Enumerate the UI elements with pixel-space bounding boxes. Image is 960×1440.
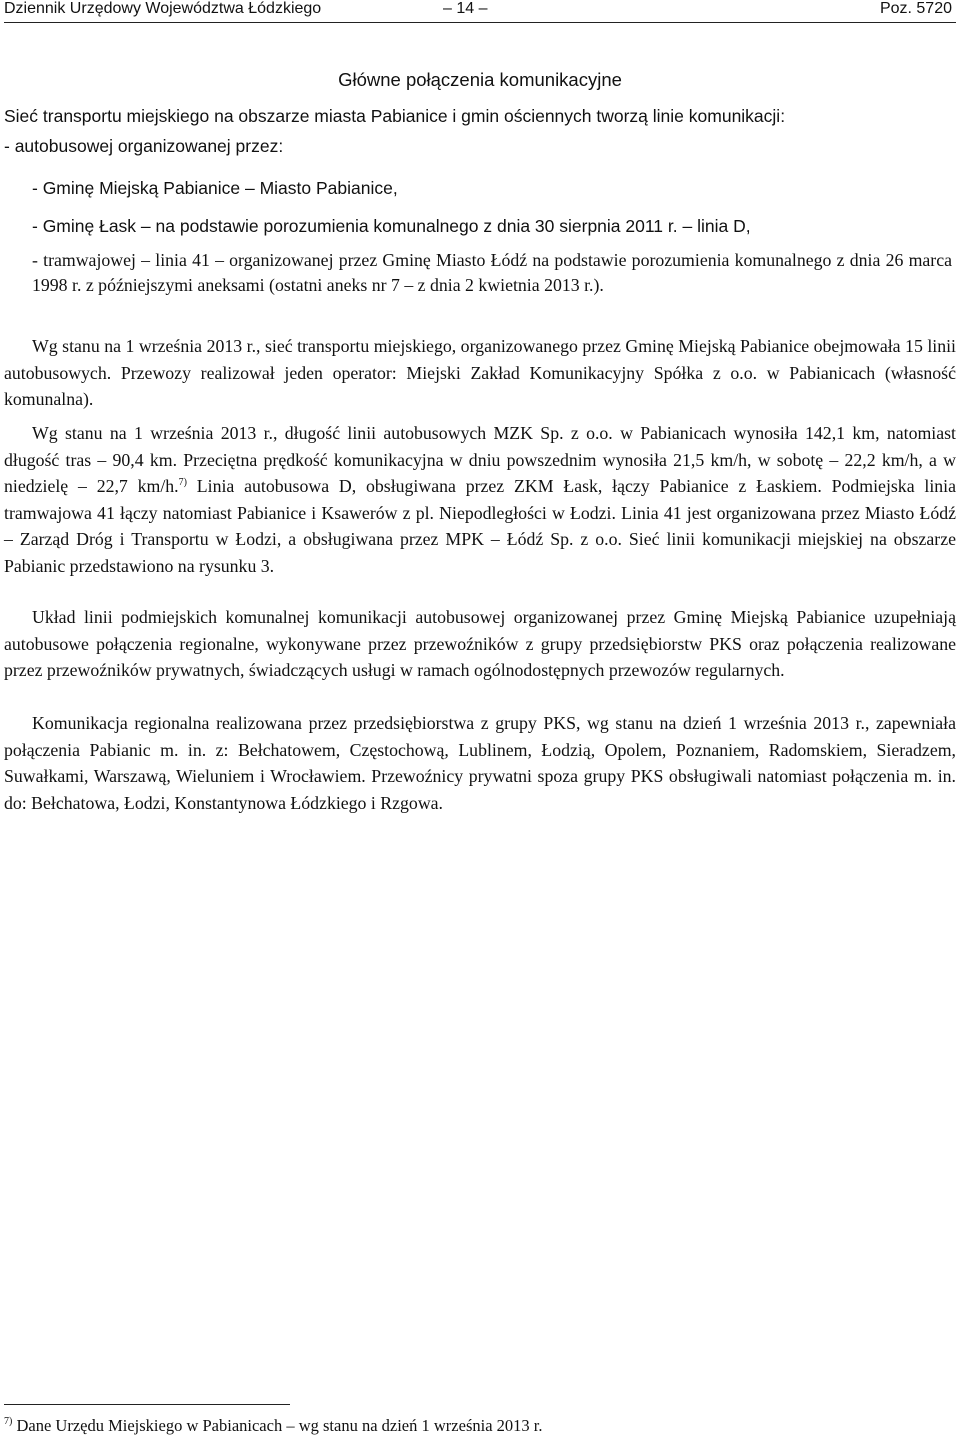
page-header	[4, 0, 956, 23]
paragraph-suburban: Układ linii podmiejskich komunalnej komunikacji autobusowej organizowanej przez Gminę Miejską Pabianice uzupełniają autobusowe połączenia regionalne, wykonywane przez przewoźników z grupy przedsiębiorstw PKS oraz połączenia realizowane przez przewoźników prywatnych, świadczących usługi w ramach ogólnodostępnych przewozów regularnych.	[4, 607, 956, 681]
paragraph-lines	[4, 420, 956, 580]
paragraph-lines-text-1: Wg stanu na 1 września 2013 r., długość linii autobusowych MZK Sp. z o.o. w Pabianicach wynosiła 142,1 km, natomiast długość tras – 90,4 km. Przeciętna prędkość komunikacyjna w dniu powszednim wynosiła 21,5 km/h, w sobotę – 22,2 km/h, a w niedzielę – 22,7 km/h.	[4, 423, 956, 497]
bus-item-pabianice: - Gminę Miejską Pabianice – Miasto Pabianice,	[32, 178, 398, 198]
footnote-divider	[4, 1404, 290, 1405]
bus-item-lask: - Gminę Łask – na podstawie porozumienia komunalnego z dnia 30 sierpnia 2011 r. – linia D,	[32, 216, 751, 236]
paragraph-regional: Komunikacja regionalna realizowana przez przedsiębiorstwa z grupy PKS, wg stanu na dzień 1 września 2013 r., zapewniała połączenia Pabianic m. in. z: Bełchatowem, Częstochową, Lublinem, Łodzią, Opolem, Poznaniem, Radomskiem, Sieradzem, Suwałkami, Warszawą, Wieluniem i Wrocławiem. Przewoźnicy prywatni spoza grupy PKS obsługiwali natomiast połączenia m. in. do: Bełchatowa, Łodzi, Konstantynowa Łódzkiego i Rzgowa.	[4, 713, 956, 813]
paragraph-lines-text-2: Linia autobusowa D, obsługiwana przez ZKM Łask, łączy Pabianice z Łaskiem. Podmiejska linia tramwajowa 41 łączy natomiast Pabianice i Ksawerów z pl. Niepodległości w Łodzi. Linia 41 jest organizowana przez Miasto Łódź – Zarząd Dróg i Transportu w Łodzi, a obsługiwana przez MPK – Łódź Sp. z o.o. Sieć linii komunikacji miejskiej na obszarze Pabianic przedstawiono na rysunku 3.	[4, 476, 957, 576]
footnote-mark: 7)	[4, 1416, 13, 1427]
page-number: – 14 –	[443, 0, 488, 17]
journal-name: Dziennik Urzędowy Województwa Łódzkiego	[4, 0, 322, 17]
intro-line: Sieć transportu miejskiego na obszarze miasta Pabianice i gmin ościennych tworzą linie komunikacji:	[4, 106, 786, 126]
footnote	[4, 1416, 542, 1436]
tram-item: - tramwajowej – linia 41 – organizowanej przez Gminę Miasto Łódź na podstawie porozumienia komunalnego z dnia 26 marca 1998 r. z późniejszymi aneksami (ostatni aneks nr 7 – z dnia 2 kwietnia 2013 r.).	[32, 250, 952, 295]
footnote-text: Dane Urzędu Miejskiego w Pabianicach – wg stanu na dzień 1 września 2013 r.	[12, 1416, 543, 1435]
bus-heading: - autobusowej organizowanej przez:	[4, 136, 284, 156]
paragraph-network: Wg stanu na 1 września 2013 r., sieć transportu miejskiego, organizowanego przez Gminę Miejską Pabianice obejmowała 15 linii autobusowych. Przewozy realizował jeden operator: Miejski Zakład Komunikacyjny Spółka z o.o. w Pabianicach (własność komunalna).	[4, 336, 956, 410]
position-number: Poz. 5720	[879, 0, 952, 17]
section-title: Główne połączenia komunikacyjne	[338, 69, 622, 90]
footnote-reference[interactable]: 7)	[178, 477, 187, 489]
